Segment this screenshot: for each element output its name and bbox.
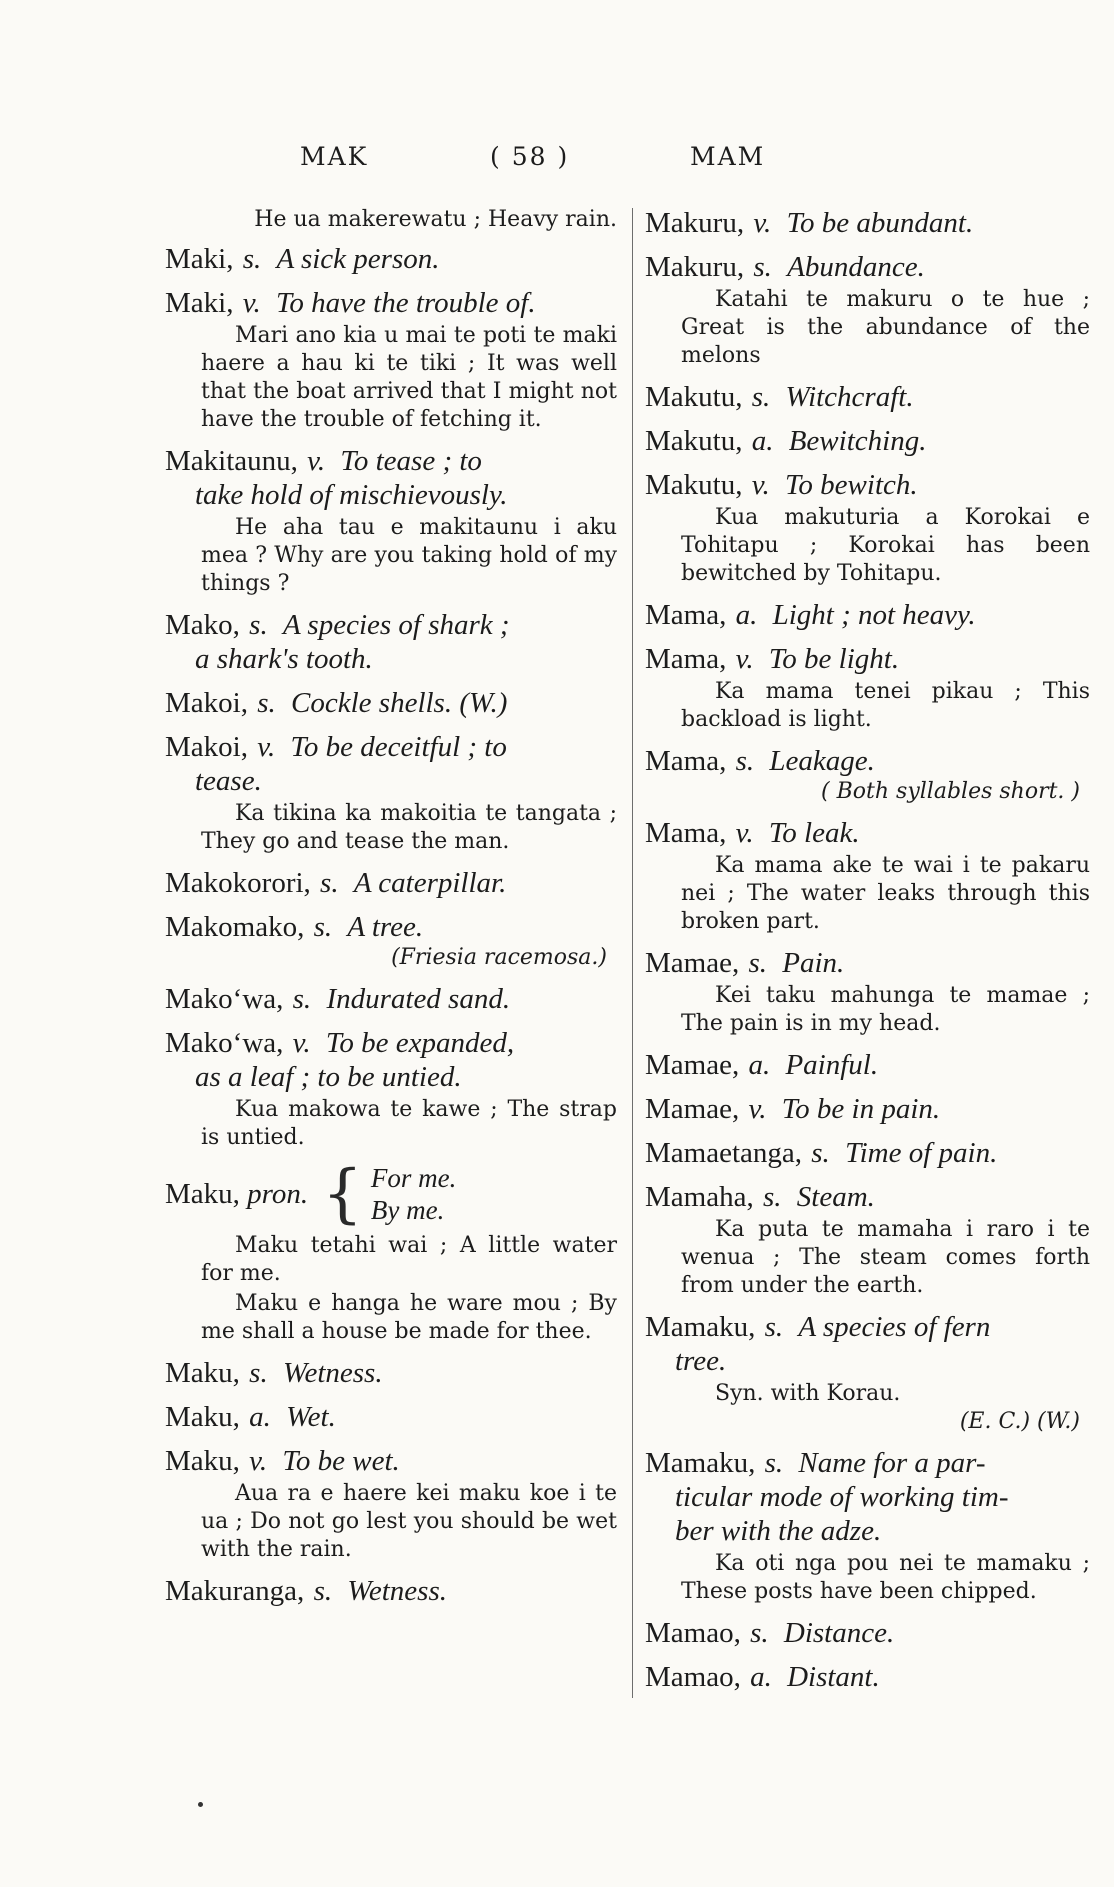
example-text: Ka puta te mamaha i raro i te wenua ; The steam comes forth from under the earth. <box>681 1217 1090 1298</box>
entry-headline <box>165 686 617 720</box>
definition: To be deceitful ; to <box>290 731 507 763</box>
example-text: Katahi te makuru o te hue ; Great is the abundance of the melons <box>681 287 1090 368</box>
part-of-speech: v. <box>242 287 261 319</box>
dictionary-entry <box>645 946 1090 1038</box>
running-head-left: MAK <box>300 142 369 171</box>
dictionary-entry <box>165 444 617 598</box>
headword: Makutu, <box>645 469 743 501</box>
column-divider <box>632 208 633 1698</box>
part-of-speech: v. <box>735 643 754 675</box>
definition: Leakage. <box>769 745 875 777</box>
part-of-speech: s. <box>292 983 312 1015</box>
definition: To be wet. <box>282 1445 400 1477</box>
part-of-speech: v. <box>307 445 326 477</box>
left-entries-2 <box>165 1356 617 1608</box>
part-of-speech: a. <box>750 1661 772 1693</box>
headword: Makoʻwa, <box>165 983 284 1015</box>
dictionary-entry <box>165 1026 617 1152</box>
definition: Time of pain. <box>845 1137 998 1169</box>
entry-headline <box>645 744 1090 778</box>
part-of-speech: s. <box>811 1137 830 1169</box>
part-of-speech: s. <box>751 381 771 413</box>
definition: Distant. <box>787 1661 880 1693</box>
definition-continued: ticular mode of working tim- <box>675 1481 1009 1513</box>
headword: Mamae, <box>645 947 740 979</box>
entry-headline <box>165 1356 617 1390</box>
entry-headline <box>645 1136 1090 1170</box>
part-of-speech: s. <box>764 1311 784 1343</box>
left-entries <box>165 242 617 1152</box>
headword: Maki, <box>165 287 234 319</box>
page-number: ( 58 ) <box>490 142 570 171</box>
example-text: He aha tau e makitaunu i aku mea ? Why are you taking hold of my things ? <box>201 515 617 596</box>
dictionary-entry <box>645 468 1090 588</box>
dictionary-entry <box>165 608 617 676</box>
dictionary-entry <box>165 286 617 434</box>
headword: Mama, <box>645 745 727 777</box>
right-entries <box>645 206 1090 1694</box>
definition-continued: as a leaf ; to be untied. <box>195 1061 462 1093</box>
headword: Maku, <box>165 1401 240 1433</box>
definition-continued: a shark's tooth. <box>195 643 373 675</box>
headword: Maku, <box>165 1445 240 1477</box>
definition: To be in pain. <box>781 1093 941 1125</box>
entry-headline <box>645 946 1090 980</box>
part-of-speech: s. <box>249 609 268 641</box>
definition: A caterpillar. <box>353 867 507 899</box>
left-column <box>165 206 617 1618</box>
entry-headline <box>645 250 1090 284</box>
entry-headline <box>645 468 1090 502</box>
entry-headline <box>165 608 617 642</box>
headword: Mako, <box>165 609 240 641</box>
definition: Indurated sand. <box>326 983 511 1015</box>
headword: Mamae, <box>645 1093 740 1125</box>
part-of-speech: s. <box>313 1575 333 1607</box>
definition: Wetness. <box>347 1575 447 1607</box>
headword: Maku, <box>165 1177 240 1210</box>
entry-headline <box>165 982 617 1016</box>
example-text: Kua makuturia a Korokai e Tohitapu ; Korokai has been bewitched by Tohitapu. <box>681 505 1090 586</box>
dictionary-entry <box>165 686 617 720</box>
part-of-speech: a. <box>751 425 774 457</box>
definition-continued: take hold of mischievously. <box>195 479 508 511</box>
dictionary-entry <box>165 730 617 856</box>
part-of-speech: a. <box>748 1049 771 1081</box>
definition: To have the trouble of. <box>275 287 536 319</box>
entry-headline <box>645 816 1090 850</box>
part-of-speech: v. <box>257 731 276 763</box>
definition: To tease ; to <box>340 445 482 477</box>
part-of-speech: a. <box>249 1401 271 1433</box>
entry-headline <box>165 444 617 478</box>
headword: Maki, <box>165 243 234 275</box>
entry-note: (E. C.) (W.) <box>959 1409 1080 1434</box>
headword: Mamaku, <box>645 1311 756 1343</box>
dictionary-entry <box>645 206 1090 240</box>
definition: A tree. <box>347 911 424 943</box>
definition: To be abundant. <box>786 207 974 239</box>
definition: A sick person. <box>276 243 440 275</box>
definition: Light ; not heavy. <box>772 599 976 631</box>
definition-continued: tree. <box>675 1345 727 1377</box>
example-text: Kei taku mahunga te mamae ; The pain is in my head. <box>681 983 1090 1036</box>
headword: Makoʻwa, <box>165 1027 284 1059</box>
definition: To bewitch. <box>784 469 918 501</box>
entry-note: (Friesia racemosa.) <box>391 945 607 970</box>
headword: Makutu, <box>645 425 743 457</box>
headword: Makokorori, <box>165 867 311 899</box>
example-text: Ka oti nga pou nei te mamaku ; These posts have been chipped. <box>681 1551 1090 1604</box>
part-of-speech: s. <box>257 687 276 719</box>
part-of-speech: s. <box>748 947 768 979</box>
definition: To be expanded, <box>325 1027 515 1059</box>
part-of-speech: v. <box>753 207 772 239</box>
example-text: Mari ano kia u mai te poti te maki haere a hau ki te tiki ; It was well that the boat arrived that I might not have the trouble of fetching it. <box>201 323 617 432</box>
dictionary-entry <box>645 1446 1090 1606</box>
part-of-speech: v. <box>751 469 770 501</box>
definition: Painful. <box>785 1049 879 1081</box>
example-text: Ka tikina ka makoitia te tangata ; They go and tease the man. <box>201 801 617 854</box>
entry-headline <box>165 1444 617 1478</box>
headword: Mamao, <box>645 1617 741 1649</box>
dictionary-entry <box>645 380 1090 414</box>
page-header <box>0 142 1114 182</box>
definition: To leak. <box>768 817 860 849</box>
dictionary-entry <box>645 642 1090 734</box>
entry-headline <box>645 1616 1090 1650</box>
dictionary-entry <box>645 816 1090 936</box>
headword: Mamae, <box>645 1049 740 1081</box>
entry-headline <box>645 1092 1090 1126</box>
part-of-speech: s. <box>750 1617 769 1649</box>
definition-line <box>645 1344 1090 1378</box>
definition: Name for a par- <box>798 1447 986 1479</box>
continuation-example: He ua makerewatu ; Heavy rain. <box>254 207 617 232</box>
entry-headline <box>645 1446 1090 1480</box>
definition-line <box>645 1514 1090 1548</box>
part-of-speech: s. <box>753 251 772 283</box>
part-of-speech: s. <box>735 745 755 777</box>
definition-line <box>165 1060 617 1094</box>
dictionary-entry <box>165 1444 617 1564</box>
headword: Mama, <box>645 817 727 849</box>
definition: A species of fern <box>798 1311 991 1343</box>
definition: Steam. <box>796 1181 875 1213</box>
definition-line <box>165 764 617 798</box>
running-head-right: MAM <box>690 142 766 171</box>
definition: Abundance. <box>787 251 925 283</box>
dictionary-entry <box>645 1616 1090 1650</box>
example-text: Maku e hanga he ware mou ; By me shall a house be made for thee. <box>201 1291 617 1344</box>
dictionary-entry <box>645 744 1090 806</box>
headword: Makitaunu, <box>165 445 298 477</box>
headword: Makutu, <box>645 381 743 413</box>
headword: Maku, <box>165 1357 240 1389</box>
part-of-speech: a. <box>735 599 758 631</box>
headword: Makuru, <box>645 251 745 283</box>
example-text: Ka mama tenei pikau ; This backload is light. <box>681 679 1090 732</box>
entry-headline <box>165 1400 617 1434</box>
dictionary-entry <box>165 982 617 1016</box>
definition: To be light. <box>768 643 900 675</box>
part-of-speech: v. <box>748 1093 767 1125</box>
definition: By me. <box>370 1195 445 1225</box>
dictionary-entry <box>645 1180 1090 1300</box>
example-text: Kua makowa te kawe ; The strap is untied. <box>201 1097 617 1150</box>
entry-headline <box>645 206 1090 240</box>
dictionary-entry <box>645 1048 1090 1082</box>
headword: Makuru, <box>645 207 745 239</box>
definition: A species of shark ; <box>282 609 510 641</box>
dictionary-entry <box>645 1136 1090 1170</box>
dictionary-entry <box>165 242 617 276</box>
dictionary-entry <box>165 910 617 972</box>
entry-headline <box>645 1048 1090 1082</box>
headword: Mamaku, <box>645 1447 756 1479</box>
part-of-speech: v. <box>735 817 754 849</box>
headword: Makuranga, <box>165 1575 305 1607</box>
part-of-speech: s. <box>762 1181 782 1213</box>
headword: Mamao, <box>645 1661 741 1693</box>
headword: Mama, <box>645 643 727 675</box>
headword: Makoi, <box>165 687 248 719</box>
part-of-speech: s. <box>764 1447 784 1479</box>
entry-headline <box>645 598 1090 632</box>
dictionary-entry <box>165 1574 617 1608</box>
example-text: Maku tetahi wai ; A little water for me. <box>201 1233 617 1286</box>
right-column <box>645 206 1090 1704</box>
entry-headline <box>165 730 617 764</box>
headword: Mamaetanga, <box>645 1137 803 1169</box>
part-of-speech: s. <box>313 911 333 943</box>
part-of-speech: v. <box>249 1445 268 1477</box>
entry-maku-pron <box>165 1157 617 1231</box>
dictionary-entry <box>645 1660 1090 1694</box>
dictionary-entry <box>645 424 1090 458</box>
definition: Wetness. <box>282 1357 383 1389</box>
entry-headline <box>645 424 1090 458</box>
entry-headline <box>645 1180 1090 1214</box>
dictionary-entry <box>645 1310 1090 1436</box>
entry-headline <box>645 380 1090 414</box>
entry-headline <box>165 286 617 320</box>
dictionary-entry <box>645 1092 1090 1126</box>
definition: Cockle shells. (W.) <box>291 687 508 719</box>
definition-line <box>165 642 617 676</box>
dictionary-entry <box>645 598 1090 632</box>
part-of-speech: s. <box>320 867 339 899</box>
brace-glyph: { <box>322 1157 363 1231</box>
definition: Distance. <box>783 1617 895 1649</box>
entry-headline <box>645 1310 1090 1344</box>
part-of-speech: s. <box>242 243 262 275</box>
entry-headline <box>645 1660 1090 1694</box>
entry-headline <box>645 642 1090 676</box>
entry-headline <box>165 866 617 900</box>
dictionary-entry <box>165 1400 617 1434</box>
part-of-speech: pron. <box>247 1177 309 1210</box>
entry-headline <box>165 910 617 944</box>
entry-note: ( Both syllables short. ) <box>821 779 1080 804</box>
definition-continued: ber with the adze. <box>675 1515 882 1547</box>
dictionary-entry <box>645 250 1090 370</box>
example-text: Aua ra e haere kei maku koe i te ua ; Do not go lest you should be wet with the rain. <box>201 1481 617 1562</box>
entry-headline <box>165 1026 617 1060</box>
example-text: Ka mama ake te wai i te pakaru nei ; The water leaks through this broken part. <box>681 853 1090 934</box>
dictionary-entry <box>165 866 617 900</box>
part-of-speech: s. <box>249 1357 268 1389</box>
headword: Makoi, <box>165 731 248 763</box>
definition: Bewitching. <box>788 425 927 457</box>
headword: Mamaha, <box>645 1181 754 1213</box>
headword: Mama, <box>645 599 727 631</box>
definition: Wet. <box>286 1401 336 1433</box>
entry-headline <box>165 1574 617 1608</box>
definition-line <box>645 1480 1090 1514</box>
definition: For me. <box>370 1163 457 1193</box>
definition-line <box>165 478 617 512</box>
entry-headline <box>165 242 617 276</box>
definition: Pain. <box>782 947 845 979</box>
headword: Makomako, <box>165 911 305 943</box>
definition: Witchcraft. <box>785 381 914 413</box>
ink-speck <box>198 1802 203 1807</box>
example-text: Syn. with Korau. <box>715 1381 901 1406</box>
definition-continued: tease. <box>195 765 262 797</box>
dictionary-entry <box>165 1356 617 1390</box>
part-of-speech: v. <box>292 1027 311 1059</box>
